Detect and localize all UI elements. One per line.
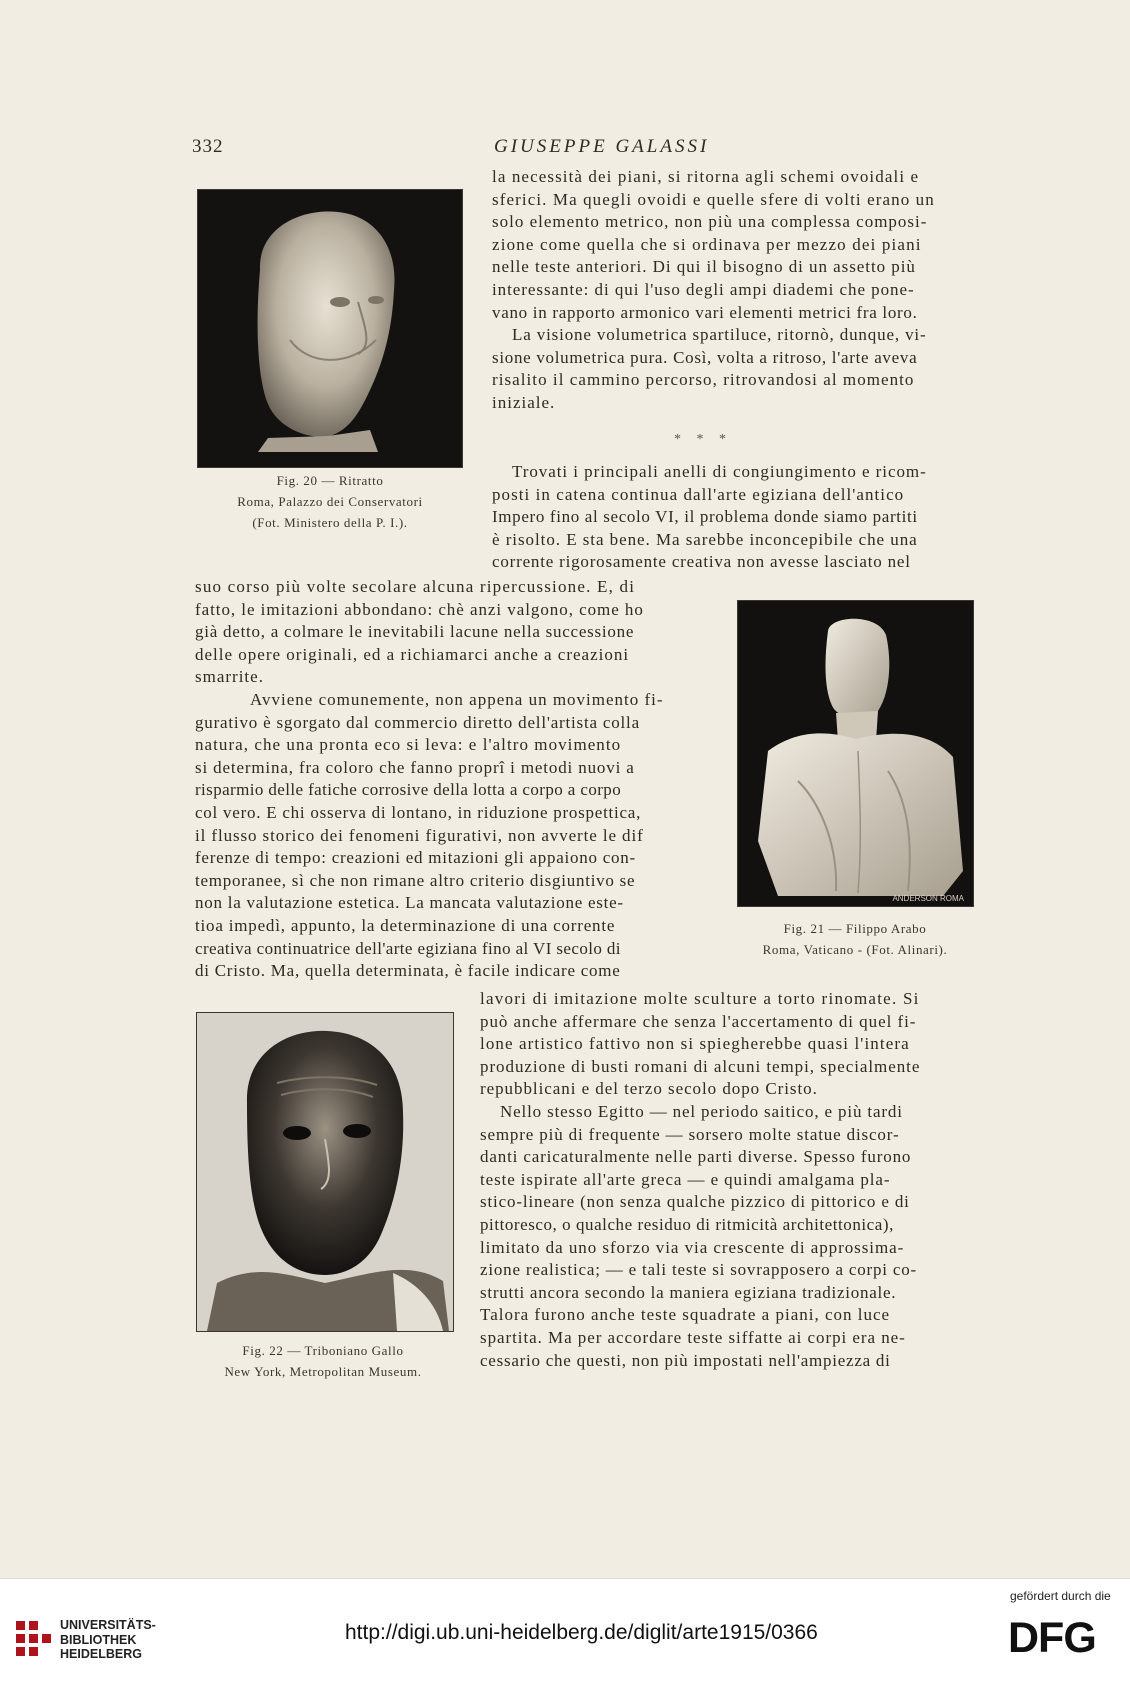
text-line: repubblicani e del terzo secolo dopo Cristo. [480,1079,818,1099]
text-line: corrente rigorosamente creativa non avesse lasciato nel [492,552,911,572]
text-line: lavori di imitazione molte sculture a torto rinomate. Si [480,989,920,1008]
text-line: Impero fino al secolo VI, il problema donde siamo partiti [492,507,918,527]
text-line: risparmio delle fatiche corrosive della lotta a corpo a corpo [195,780,622,800]
text-line: spartita. Ma per accordare teste siffatte ai corpi era ne- [480,1327,906,1347]
caption-line: Fig. 22 — Triboniano Gallo [242,1343,404,1358]
text-line: la necessità dei piani, si ritorna agli schemi ovoidali e [492,167,920,186]
figure-21-caption [735,918,975,960]
text-line: Talora furono anche teste squadrate a piani, con luce [480,1305,891,1325]
text-line: pittoresco, o qualche residuo di ritmicità architettonica), [480,1214,894,1234]
figure-22-caption [192,1340,454,1382]
text-line: stico-lineare (non senza qualche pizzico di pittorico e di [480,1192,910,1212]
figure-20-caption [195,470,465,533]
text-line: il flusso storico dei fenomeni figurativi, non avverte le dif [195,825,644,845]
viewer-footer [0,1578,1130,1704]
text-line: ferenze di tempo: creazioni ed mitazioni gli appaiono con- [195,848,636,868]
figure-22-photo [196,1012,454,1332]
text-line: non la valutazione estetica. La mancata valutazione este- [195,893,624,913]
text-line: teste ispirate all'arte greca — e quindi amalgama pla- [480,1169,891,1189]
section-asterism: * * * [674,432,732,447]
caption-line: Fig. 20 — Ritratto [276,473,384,488]
text-line: temporanee, sì che non rimane altro criterio disgiuntivo se [195,870,636,890]
text-line: nelle teste anteriori. Di qui il bisogno di un assetto più [492,257,916,277]
running-head: GIUSEPPE GALASSI [494,136,710,157]
text-line: delle opere originali, ed a richiamarci anche a creazioni [195,644,630,664]
text-line: di Cristo. Ma, quella determinata, è facile indicare come [195,961,621,981]
text-line: danti caricaturalmente nelle parti diverse. Spesso furono [480,1147,912,1167]
text-line: zione come quella che si ordinava per mezzo dei piani [492,234,922,254]
library-name-line: HEIDELBERG [60,1647,142,1661]
page-number: 332 [192,136,224,157]
text-line: solo elemento metrico, non più una complessa composi- [492,212,928,232]
photo-stamp: ANDERSON ROMA [892,894,964,903]
text-block-3 [195,576,715,983]
text-line: sferici. Ma quegli ovoidi e quelle sfere di volti erano un [492,189,935,209]
library-name-line: UNIVERSITÄTS- [60,1618,156,1632]
text-line: gurativo è sgorgato dal commercio diretto dell'artista colla [195,712,640,732]
text-line: vano in rapporto armonico vari elementi metrici fra loro. [492,302,918,322]
text-line: col vero. E chi osserva di lontano, in riduzione prospettica, [195,802,642,822]
caption-line: Roma, Vaticano - (Fot. Alinari). [762,942,948,957]
text-line: iniziale. [492,392,556,412]
text-line: già detto, a colmare le inevitabili lacune nella successione [195,622,635,642]
text-line: La visione volumetrica spartiluce, ritornò, dunque, vi- [512,325,927,345]
text-line: Trovati i principali anelli di congiungimento e ricom- [512,462,927,481]
caption-line: (Fot. Ministero della P. I.). [252,515,408,530]
text-block-2 [492,461,982,574]
text-line: lone artistico fattivo non si spiegherebbe quasi l'intera [480,1034,910,1054]
text-line: può anche affermare che senza l'accertamento di quel fi- [480,1011,917,1031]
text-line: si determina, fra coloro che fanno proprî i metodi nuovi a [195,757,635,777]
text-line: smarrite. [195,667,264,687]
funding-note: gefördert durch die [1010,1589,1111,1603]
text-line: sempre più di frequente — sorsero molte statue discor- [480,1124,900,1144]
document-url-link[interactable]: http://digi.ub.uni-heidelberg.de/diglit/arte1915/0366 [345,1621,818,1644]
caption-line: New York, Metropolitan Museum. [224,1364,422,1379]
university-library-logo-icon [14,1619,54,1659]
text-line: produzione di busti romani di alcuni tempi, specialmente [480,1056,921,1076]
figure-20-photo [197,189,463,468]
page-header [0,136,1130,166]
text-line: zione realistica; — e tali teste si sovrapposero a corpi co- [480,1260,917,1280]
text-line: Nello stesso Egitto — nel periodo saitico, e più tardi [500,1101,903,1121]
dfg-logo: DFG [1008,1614,1096,1662]
library-name-line: BIBLIOTHEK [60,1632,137,1647]
text-line: cessario che questi, non più impostati nell'ampiezza di [480,1350,891,1370]
text-block-1 [492,166,982,415]
text-line: fatto, le imitazioni abbondano: chè anzi valgono, come ho [195,599,644,619]
text-line: tioa impedì, appunto, la determinazione di una corrente [195,915,616,935]
library-name [60,1618,156,1662]
text-line: limitato da uno sforzo via via crescente di approssima- [480,1237,905,1257]
figure-21-photo [737,600,974,907]
caption-line: Fig. 21 — Filippo Arabo [783,921,927,936]
text-line: è risolto. E sta bene. Ma sarebbe inconcepibile che una [492,529,918,549]
text-line: Avviene comunemente, non appena un movimento fi- [250,689,664,709]
text-line: strutti ancora secondo la maniera egiziana tradizionale. [480,1282,897,1302]
text-line: interessante: di qui l'uso degli ampi diademi che pone- [492,279,915,299]
caption-line: Roma, Palazzo dei Conservatori [237,494,423,509]
text-line: sione volumetrica pura. Così, volta a ritroso, l'arte aveva [492,347,918,367]
text-line: suo corso più volte secolare alcuna ripercussione. E, di [195,577,636,596]
text-line: creativa continuatrice dell'arte egiziana fino al VI secolo di [195,938,621,958]
text-line: risalito il cammino percorso, ritrovandosi al momento [492,370,915,390]
text-line: posti in catena continua dall'arte egiziana dell'antico [492,484,905,504]
text-block-4 [480,988,985,1372]
text-line: natura, che una pronta eco si leva: e l'altro movimento [195,735,622,755]
